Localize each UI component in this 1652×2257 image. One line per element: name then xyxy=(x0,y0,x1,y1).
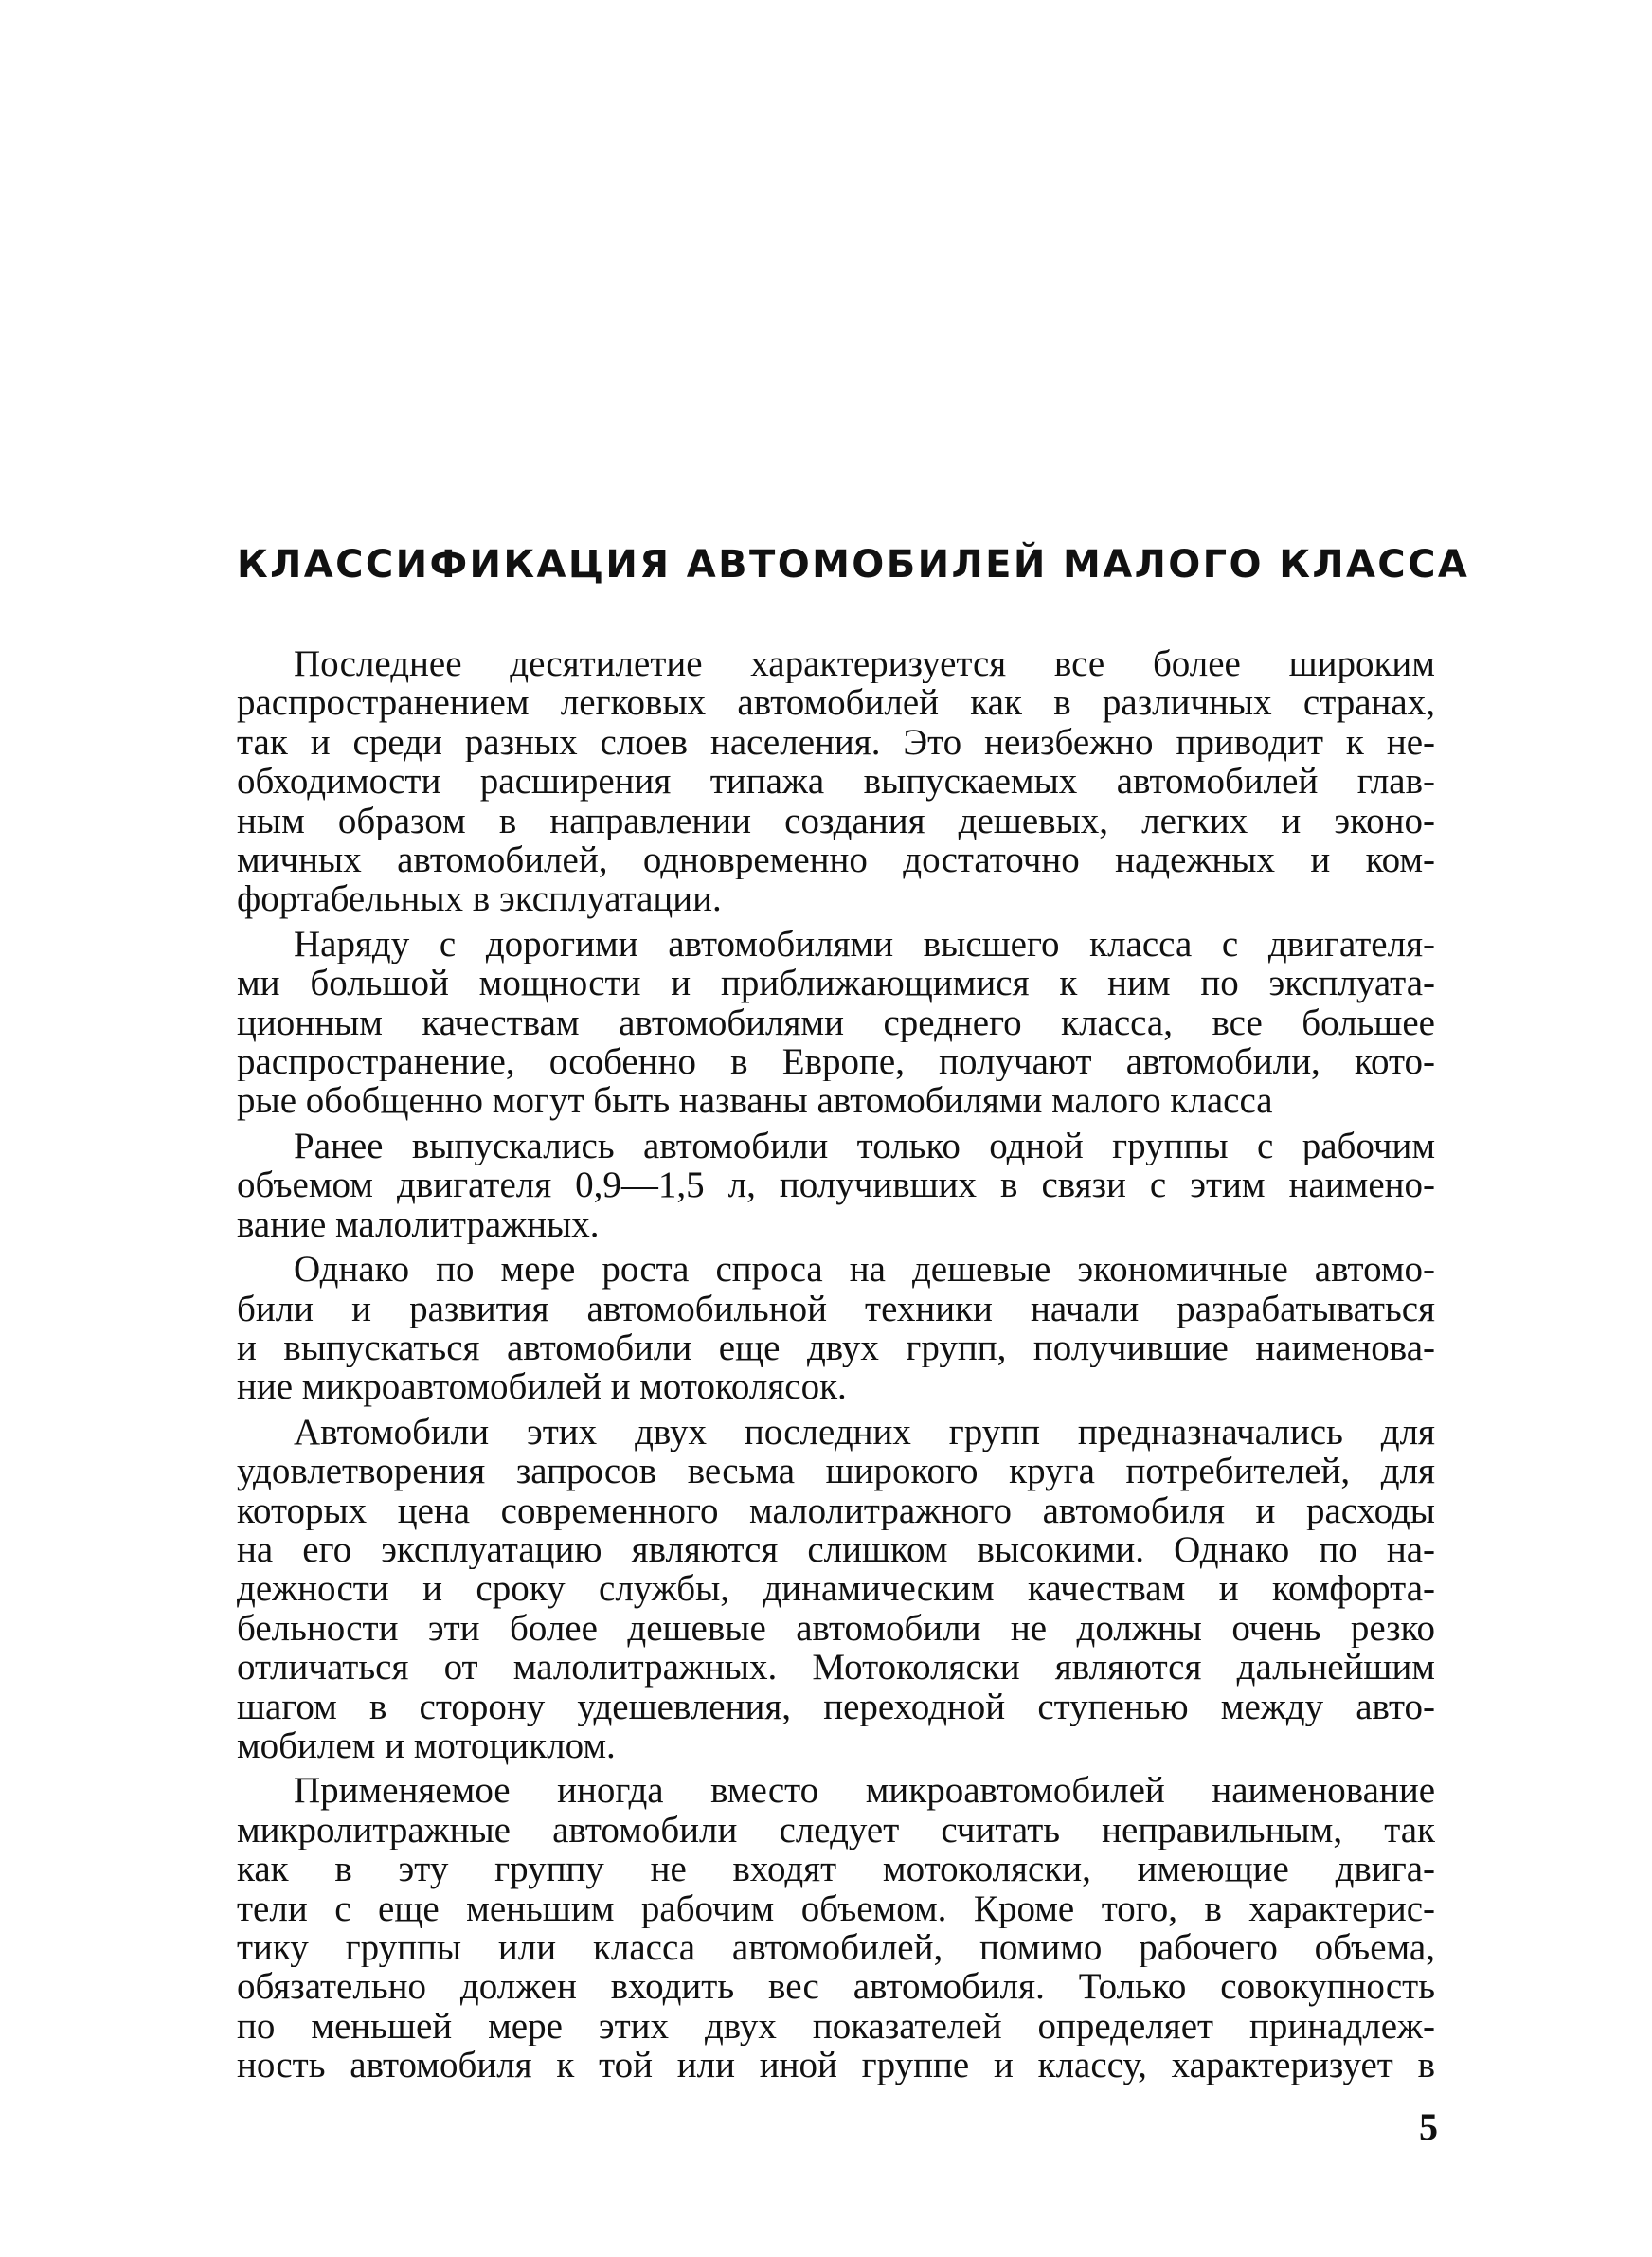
text-line: на его эксплуатацию являются слишком высокими. Однако по на- xyxy=(237,1529,1435,1570)
paragraph xyxy=(237,1127,1435,1244)
text-line: ми большой мощности и приближающимися к ним по эксплуата- xyxy=(237,964,1435,1003)
text-line: Ранее выпускались автомобили только одной группы с рабочим xyxy=(294,1126,1435,1166)
text-line: по меньшей мере этих двух показателей определяет принадлеж- xyxy=(237,2006,1435,2047)
text-line: Применяемое иногда вместо микроавтомобилей наименование xyxy=(294,1771,1435,1811)
text-line: и выпускаться автомобили еще двух групп, получившие наименова- xyxy=(237,1327,1435,1368)
text-line: микролитражные автомобили следует считать неправильным, так xyxy=(237,1810,1435,1851)
text-line: отличаться от малолитражных. Мотоколяски являются дальнейшим xyxy=(237,1648,1435,1688)
paragraph xyxy=(237,925,1435,1121)
paragraph xyxy=(237,1413,1435,1766)
text-line: ние микроавтомобилей и мотоколясок. xyxy=(237,1367,847,1407)
text-line: Автомобили этих двух последних групп предназначались для xyxy=(294,1412,1435,1453)
text-line: мобилем и мотоциклом. xyxy=(237,1725,616,1766)
paragraph xyxy=(237,1771,1435,2085)
paragraph xyxy=(237,1250,1435,1407)
text-line: как в эту группу не входят мотоколяски, имеющие двига- xyxy=(237,1850,1435,1889)
text-line: так и среди разных слоев населения. Это неизбежно приводит к не- xyxy=(237,722,1435,763)
text-line: били и развития автомобильной техники начали разрабатываться xyxy=(237,1289,1435,1328)
text-line: бельности эти более дешевые автомобили не должны очень резко xyxy=(237,1608,1435,1649)
text-line: рые обобщенно могут быть названы автомобилями малого класса xyxy=(237,1081,1273,1121)
text-line: дежности и сроку службы, динамическим качествам и комфорта- xyxy=(237,1569,1435,1609)
text-line: ным образом в направлении создания дешевых, легких и эконо- xyxy=(237,801,1435,841)
text-line: распространение, особенно в Европе, получают автомобили, кото- xyxy=(237,1042,1435,1082)
text-line: Наряду с дорогими автомобилями высшего класса с двигателя- xyxy=(294,924,1435,965)
paragraph xyxy=(237,644,1435,919)
text-line: ность автомобиля к той или иной группе и классу, характеризует в xyxy=(237,2046,1435,2085)
text-line: фортабельных в эксплуатации. xyxy=(237,879,722,919)
text-line: объемом двигателя 0,9—1,5 л, получивших в связи с этим наимено- xyxy=(237,1165,1435,1205)
text-line: распространением легковых автомобилей как в различных странах, xyxy=(237,683,1435,723)
text-line: Однако по мере роста спроса на дешевые экономичные автомо- xyxy=(294,1250,1435,1290)
text-line: тику группы или класса автомобилей, помимо рабочего объема, xyxy=(237,1928,1435,1968)
text-line: Последнее десятилетие характеризуется все более широким xyxy=(294,644,1435,684)
text-line: шагом в сторону удешевления, переходной ступенью между авто- xyxy=(237,1687,1435,1726)
page-number: 5 xyxy=(1419,2105,1438,2148)
section-heading: КЛАССИФИКАЦИЯ АВТОМОБИЛЕЙ МАЛОГО КЛАССА xyxy=(237,543,1470,587)
text-line: удовлетворения запросов весьма широкого круга потребителей, для xyxy=(237,1452,1435,1491)
body-text xyxy=(237,644,1435,2091)
text-line: тели с еще меньшим рабочим объемом. Кроме того, в характерис- xyxy=(237,1888,1435,1928)
text-line: обходимости расширения типажа выпускаемых автомобилей глав- xyxy=(237,762,1435,802)
text-line: ционным качествам автомобилями среднего класса, все большее xyxy=(237,1002,1435,1043)
text-line: обязательно должен входить вес автомобиля. Только совокупность xyxy=(237,1967,1435,2007)
text-line: которых цена современного малолитражного автомобиля и расходы xyxy=(237,1490,1435,1530)
text-line: вание малолитражных. xyxy=(237,1204,600,1245)
text-line: мичных автомобилей, одновременно достаточно надежных и ком- xyxy=(237,840,1435,880)
